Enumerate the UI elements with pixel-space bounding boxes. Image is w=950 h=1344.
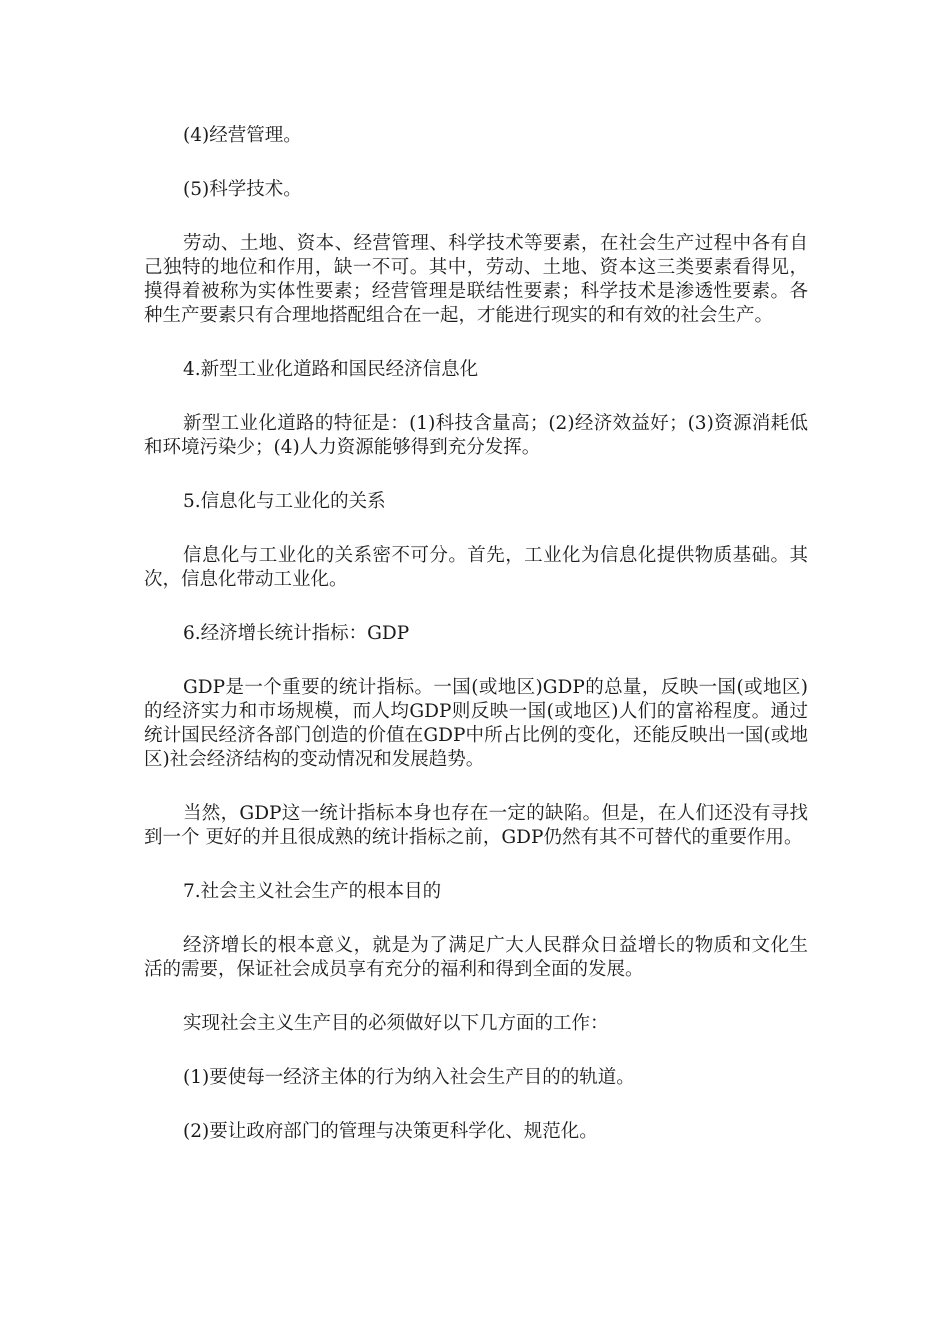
- section-heading-4: 4.新型工业化道路和国民经济信息化: [183, 359, 479, 380]
- paragraph-work-intro: 实现社会主义生产目的必须做好以下几方面的工作：: [183, 1013, 609, 1034]
- paragraph-gdp: GDP是一个重要的统计指标。一国(或地区)GDP的总量，反映一国(或地区)的经济实力和市场规模，而人均GDP则反映一国(或地区)人们的富裕程度。通过统计国民经济各部门创造的价值在GDP中所占比例的变化，还能反映出一国(或地区)社会经济结构的变动情况和发展趋势。: [144, 677, 808, 770]
- list-item-management: (4)经营管理。: [183, 125, 302, 146]
- paragraph-new-industrialization: 新型工业化道路的特征是：(1)科技含量高；(2)经济效益好；(3)资源消耗低和环境污染少；(4)人力资源能够得到充分发挥。: [144, 413, 808, 458]
- section-heading-7: 7.社会主义社会生产的根本目的: [183, 881, 442, 902]
- paragraph-growth-purpose: 经济增长的根本意义，就是为了满足广大人民群众日益增长的物质和文化生活的需要，保证社会成员享有充分的福利和得到全面的发展。: [144, 935, 808, 980]
- section-heading-6: 6.经济增长统计指标：GDP: [183, 623, 410, 644]
- paragraph-informatization: 信息化与工业化的关系密不可分。首先，工业化为信息化提供物质基础。其次，信息化带动工业化。: [144, 545, 808, 590]
- section-heading-5: 5.信息化与工业化的关系: [183, 491, 386, 512]
- list-item-1: (1)要使每一经济主体的行为纳入社会生产目的的轨道。: [183, 1067, 635, 1088]
- paragraph-production-factors: 劳动、土地、资本、经营管理、科学技术等要素，在社会生产过程中各有自己独特的地位和作用，缺一不可。其中，劳动、土地、资本这三类要素看得见，摸得着被称为实体性要素；经营管理是联结性要素；科学技术是渗透性要素。各种生产要素只有合理地搭配组合在一起，才能进行现实的和有效的社会生产。: [144, 233, 808, 326]
- paragraph-gdp-limitations: 当然，GDP这一统计指标本身也存在一定的缺陷。但是，在人们还没有寻找到一个 更好的并且很成熟的统计指标之前，GDP仍然有其不可替代的重要作用。: [144, 803, 808, 848]
- list-item-technology: (5)科学技术。: [183, 179, 302, 200]
- list-item-2: (2)要让政府部门的管理与决策更科学化、规范化。: [183, 1121, 598, 1142]
- document-body: [144, 124, 808, 1174]
